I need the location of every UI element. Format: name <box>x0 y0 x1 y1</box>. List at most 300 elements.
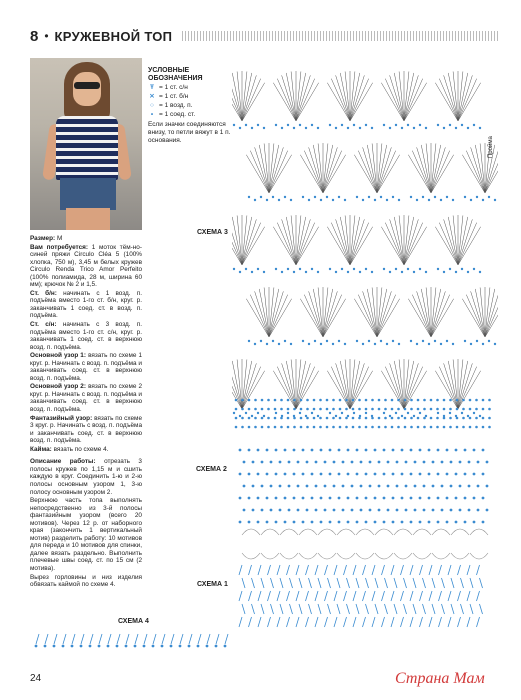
chain-dot <box>179 645 182 648</box>
stitch-mark <box>410 565 413 575</box>
chain-dot <box>254 408 257 411</box>
fan-stitch <box>323 151 342 193</box>
stitch-mark <box>299 604 302 614</box>
chain-dot <box>449 399 452 402</box>
chain-dot <box>306 417 309 420</box>
stitch-mark <box>277 591 280 601</box>
chain-dot <box>188 645 191 648</box>
chain-dot <box>405 509 408 512</box>
chain-dot <box>398 199 400 201</box>
stitch-mark <box>451 604 454 614</box>
stitch-mark <box>451 578 454 588</box>
chain-dot <box>245 268 247 270</box>
chain-dot <box>405 485 408 488</box>
chain-dot <box>235 399 238 402</box>
chain-dot <box>365 473 368 476</box>
chain-dot <box>392 196 394 198</box>
materials-value: 1 моток тём-но-синей пряжи Circulo Cléa 5 (100% хлопка, 750 м), 3,45 м белых кружев Circulo Renda Trico Amor Perfeito (100% полиамида, 28 м, ширина 60 мм); крючок № 2 и 1,5. <box>30 243 142 289</box>
chain-dot <box>299 268 301 270</box>
legend-item <box>148 102 238 110</box>
instructions-text <box>30 235 142 590</box>
fan-stitch <box>304 295 323 337</box>
chain-dot <box>239 473 242 476</box>
chain-dot <box>306 461 309 464</box>
chain-dot <box>378 408 381 411</box>
chain-dot <box>383 449 386 452</box>
chain-dot <box>284 449 287 452</box>
fan-stitch <box>350 79 369 121</box>
chain-dot <box>416 343 418 345</box>
chain-dot <box>239 449 242 452</box>
chain-dot <box>308 199 310 201</box>
stitch-mark <box>318 604 321 614</box>
chain-dot <box>266 521 269 524</box>
stitch-mark <box>420 565 423 575</box>
fan-stitch <box>286 361 296 409</box>
chain-dot <box>356 449 359 452</box>
stitch-mark <box>99 634 102 644</box>
chain-dot <box>432 461 435 464</box>
fan-stitch <box>350 223 369 265</box>
fan-stitch <box>242 223 261 265</box>
chain-dot <box>329 497 332 500</box>
chain-dot <box>293 521 296 524</box>
chain-dot <box>443 399 446 402</box>
chain-dot <box>456 426 459 429</box>
chain-dot <box>414 509 417 512</box>
chain-dot <box>494 343 496 345</box>
chain-dot <box>473 473 476 476</box>
stitch-mark <box>328 578 331 588</box>
chain-dot <box>486 509 489 512</box>
chain-dot <box>383 473 386 476</box>
chain-dot <box>329 473 332 476</box>
chain-dot <box>341 268 343 270</box>
chain-dot <box>414 485 417 488</box>
fan-stitch <box>466 151 485 193</box>
stitch-mark <box>401 591 404 601</box>
chain-dot <box>347 521 350 524</box>
stitch-mark <box>429 617 432 627</box>
double-crochet-label: Ст. с/н: <box>30 321 57 329</box>
stitch-mark <box>429 565 432 575</box>
chain-dot <box>329 521 332 524</box>
chain-dot <box>335 415 337 417</box>
chain-dot <box>401 271 403 273</box>
stitch-mark <box>252 604 255 614</box>
stitch-mark <box>382 565 385 575</box>
lace-scallop <box>261 529 279 535</box>
chain-dot <box>248 473 251 476</box>
chain-dot <box>446 449 449 452</box>
chain-dot <box>358 426 361 429</box>
chain-dot <box>252 461 255 464</box>
chain-dot <box>351 509 354 512</box>
stitch-mark <box>353 565 356 575</box>
chain-dot <box>254 343 256 345</box>
stitch-mark <box>467 565 470 575</box>
stitch-mark <box>442 578 445 588</box>
chain-dot <box>293 271 295 273</box>
chain-dot <box>410 521 413 524</box>
chain-dot <box>449 426 452 429</box>
chain-dot <box>293 417 296 420</box>
chain-dot <box>338 473 341 476</box>
symbol-legend <box>148 67 238 145</box>
stitch-mark <box>268 565 271 575</box>
chain-dot <box>437 497 440 500</box>
chain-dot <box>413 127 415 129</box>
stitch-mark <box>366 604 369 614</box>
chain-dot <box>404 417 407 420</box>
stitch-mark <box>470 604 473 614</box>
chain-dot <box>423 399 426 402</box>
stitch-mark <box>290 604 293 614</box>
chain-dot <box>410 340 412 342</box>
chain-dot <box>326 426 329 429</box>
chain-dot <box>467 271 469 273</box>
stitch-mark <box>277 565 280 575</box>
fan-stitch <box>385 367 404 409</box>
chain-dot <box>161 645 164 648</box>
fan-stitch <box>232 217 242 265</box>
lace-scallop <box>394 529 412 535</box>
chain-dot <box>371 399 374 402</box>
chain-dot <box>326 417 329 420</box>
chain-dot <box>362 343 364 345</box>
chain-dot <box>345 408 348 411</box>
chain-dot <box>467 415 469 417</box>
fan-stitch <box>431 295 450 337</box>
chain-dot <box>71 645 74 648</box>
stitch-mark <box>126 634 129 644</box>
chain-dot <box>302 497 305 500</box>
chain-dot <box>434 196 436 198</box>
chain-dot <box>266 449 269 452</box>
fan-stitch <box>448 73 458 121</box>
lace-scallop <box>375 529 393 535</box>
chain-dot <box>260 340 262 342</box>
chain-dot <box>306 399 309 402</box>
stitch-mark <box>448 565 451 575</box>
chain-dot <box>365 449 368 452</box>
chain-dot <box>239 497 242 500</box>
chain-dot <box>338 521 341 524</box>
fan-stitch <box>448 361 458 409</box>
size-value: М <box>56 235 63 242</box>
chain-dot <box>278 343 280 345</box>
fan-stitch <box>331 79 350 121</box>
fan-stitch <box>296 79 315 121</box>
chain-dot <box>315 509 318 512</box>
chain-dot <box>275 449 278 452</box>
chain-dot <box>407 268 409 270</box>
chain-dot <box>287 426 290 429</box>
chain-dot <box>326 340 328 342</box>
fan-stitch <box>421 289 431 337</box>
chain-dot <box>351 461 354 464</box>
scheme-2-stitches <box>239 449 489 535</box>
fan-stitch <box>340 361 350 409</box>
chain-dot <box>352 426 355 429</box>
legend-item-label: = 1 ст. б/н <box>159 93 189 100</box>
chain-dot <box>443 271 445 273</box>
chain-dot <box>308 343 310 345</box>
stitch-mark <box>391 591 394 601</box>
stitch-mark <box>394 604 397 614</box>
photo-face <box>73 72 101 106</box>
stitch-mark <box>252 578 255 588</box>
fan-stitch <box>458 73 468 121</box>
chain-dot <box>477 461 480 464</box>
pattern2-value: вязать по схеме 2 круг. р. Начинать с возд. п. подъёма и заканчивать соед. ст. в верхнюю возд. п. подъёма. <box>30 383 142 414</box>
chain-dot <box>275 497 278 500</box>
chain-dot <box>302 449 305 452</box>
chain-dot <box>319 417 322 420</box>
chain-dot <box>464 497 467 500</box>
header-bullet: • <box>44 29 49 43</box>
chain-dot <box>449 124 451 126</box>
chain-dot <box>248 449 251 452</box>
fan-stitch <box>242 367 261 409</box>
chain-dot <box>365 408 368 411</box>
scheme-4-label: СХЕМА 4 <box>118 618 149 625</box>
chain-dot <box>450 461 453 464</box>
chain-dot <box>378 461 381 464</box>
chain-dot <box>386 199 388 201</box>
chain-dot <box>311 497 314 500</box>
lace-scallop <box>356 529 374 535</box>
stitch-mark <box>280 578 283 588</box>
chain-dot <box>469 417 472 420</box>
chain-dot <box>288 509 291 512</box>
chain-dot <box>468 509 471 512</box>
chain-dot <box>326 408 329 411</box>
chain-dot <box>311 412 313 414</box>
chain-dot <box>482 449 485 452</box>
double-crochet-symbol-icon: Ŧ <box>150 84 154 91</box>
chain-dot <box>440 343 442 345</box>
chain-dot <box>462 399 465 402</box>
chain-dot <box>320 473 323 476</box>
chain-dot <box>215 645 218 648</box>
stitch-mark <box>429 591 432 601</box>
chain-dot <box>347 271 349 273</box>
stitch-mark <box>347 604 350 614</box>
stitch-mark <box>258 565 261 575</box>
chain-dot <box>410 408 413 411</box>
chain-dot <box>459 485 462 488</box>
chain-dot <box>443 417 446 420</box>
chain-dot <box>419 497 422 500</box>
chain-dot <box>248 408 251 411</box>
chain-dot <box>170 645 173 648</box>
chain-dot <box>261 426 264 429</box>
chain-dot <box>275 268 277 270</box>
chain-dot <box>494 199 496 201</box>
chain-dot <box>488 399 491 402</box>
chain-dot <box>89 645 92 648</box>
chain-dot <box>416 199 418 201</box>
stitch-mark <box>318 578 321 588</box>
chain-dot <box>245 124 247 126</box>
fan-stitch <box>367 145 377 193</box>
chain-dot <box>306 485 309 488</box>
chain-dot <box>341 124 343 126</box>
stitch-mark <box>458 565 461 575</box>
lace-scallop <box>432 553 450 559</box>
chain-dot <box>313 417 316 420</box>
chain-dot <box>315 485 318 488</box>
stitch-mark <box>90 634 93 644</box>
chain-dot <box>455 497 458 500</box>
chain-dot <box>419 449 422 452</box>
chain-dot <box>383 124 385 126</box>
stitch-mark <box>461 578 464 588</box>
chain-dot <box>462 417 465 420</box>
stitch-mark <box>372 591 375 601</box>
chain-dot <box>371 408 374 411</box>
chain-dot <box>423 417 426 420</box>
chain-dot <box>347 127 349 129</box>
chain-dot <box>369 485 372 488</box>
chain-dot <box>279 485 282 488</box>
materials-label: Вам потребуется: <box>30 243 88 251</box>
scheme-3-fans <box>232 71 498 409</box>
fan-stitch <box>296 367 315 409</box>
stitch-mark <box>401 617 404 627</box>
chain-dot <box>410 426 413 429</box>
chain-dot <box>482 408 485 411</box>
chain-dot <box>353 124 355 126</box>
chain-dot <box>239 415 241 417</box>
chain-dot <box>407 124 409 126</box>
chain-dot <box>422 340 424 342</box>
chain-dot <box>413 415 415 417</box>
chain-dot <box>436 426 439 429</box>
chain-dot <box>423 461 426 464</box>
chain-dot <box>329 268 331 270</box>
chain-dot <box>455 449 458 452</box>
chain-dot <box>452 199 454 201</box>
legend-note: Если значки соединяются внизу, то петли вяжут в 1 п. основания. <box>148 121 231 144</box>
chain-dot <box>267 426 270 429</box>
chain-dot <box>419 473 422 476</box>
edging-value: вязать по схеме 4. <box>53 445 109 453</box>
chain-dot <box>473 497 476 500</box>
chain-dot <box>290 199 292 201</box>
chain-dot <box>452 343 454 345</box>
page-header <box>30 27 498 45</box>
chain-dot <box>326 399 329 402</box>
chain-dot <box>339 408 342 411</box>
stitch-mark <box>334 617 337 627</box>
chain-dot <box>302 196 304 198</box>
chain-dot <box>293 473 296 476</box>
chain-dot <box>270 485 273 488</box>
fan-stitch <box>448 217 458 265</box>
fan-stitch <box>304 151 323 193</box>
chain-dot <box>391 408 394 411</box>
chain-dot <box>360 509 363 512</box>
chain-dot <box>360 485 363 488</box>
chain-dot <box>338 196 340 198</box>
single-crochet-value: начинать с 1 возд. п. подъёма вместо 1-го ст. б/н, круг. р. заканчивать 1 соед. ст. в возд. п. подъёма. <box>30 289 142 320</box>
chain-dot <box>338 340 340 342</box>
fan-stitch <box>412 151 431 193</box>
chain-dot <box>263 415 265 417</box>
stitch-mark <box>442 604 445 614</box>
chain-dot <box>257 268 259 270</box>
chain-dot <box>235 426 238 429</box>
fan-stitch <box>323 145 333 193</box>
chain-dot <box>311 449 314 452</box>
chain-dot <box>338 497 341 500</box>
lace-scallop <box>470 553 488 559</box>
chain-dot <box>395 268 397 270</box>
chain-dot <box>305 271 307 273</box>
fan-stitch <box>350 361 360 409</box>
chain-dot <box>287 124 289 126</box>
chain-dot <box>284 497 287 500</box>
chain-dot <box>224 645 227 648</box>
chain-dot <box>410 399 413 402</box>
chain-dot <box>300 417 303 420</box>
chain-dot <box>206 645 209 648</box>
chain-dot <box>476 196 478 198</box>
chain-dot <box>347 415 349 417</box>
fan-stitch <box>340 217 350 265</box>
stitch-mark <box>461 604 464 614</box>
stitch-mark <box>477 591 480 601</box>
chain-dot <box>257 497 260 500</box>
chain-dot <box>281 271 283 273</box>
chain-dot <box>396 509 399 512</box>
chain-dot <box>430 408 433 411</box>
chain-dot <box>384 408 387 411</box>
chain-stitch-symbol-icon: ○ <box>150 102 154 109</box>
chain-dot <box>254 417 257 420</box>
chain-dot <box>275 473 278 476</box>
chain-dot <box>356 196 358 198</box>
chain-dot <box>98 645 101 648</box>
chain-dot <box>356 473 359 476</box>
chain-dot <box>287 417 290 420</box>
photo-lace-top <box>56 116 118 180</box>
chain-dot <box>468 461 471 464</box>
chain-dot <box>261 461 264 464</box>
chain-dot <box>475 417 478 420</box>
stitch-mark <box>372 565 375 575</box>
lace-scallop <box>337 553 355 559</box>
chain-dot <box>241 417 244 420</box>
chain-dot <box>443 127 445 129</box>
stitch-mark <box>344 591 347 601</box>
chain-dot <box>477 509 480 512</box>
chain-dot <box>434 340 436 342</box>
chain-dot <box>320 199 322 201</box>
chain-dot <box>378 417 381 420</box>
stitch-mark <box>271 604 274 614</box>
chain-dot <box>392 449 395 452</box>
chain-dot <box>404 399 407 402</box>
chain-dot <box>428 473 431 476</box>
fan-stitch <box>439 223 458 265</box>
chain-dot <box>475 426 478 429</box>
stitch-mark <box>448 617 451 627</box>
pattern1-value: вязать по схеме 1 круг. р. Начинать с возд. п. подъёма и заканчивать соед. ст. в верхнюю возд. п. подъёма. <box>30 352 142 382</box>
chain-dot <box>352 408 355 411</box>
